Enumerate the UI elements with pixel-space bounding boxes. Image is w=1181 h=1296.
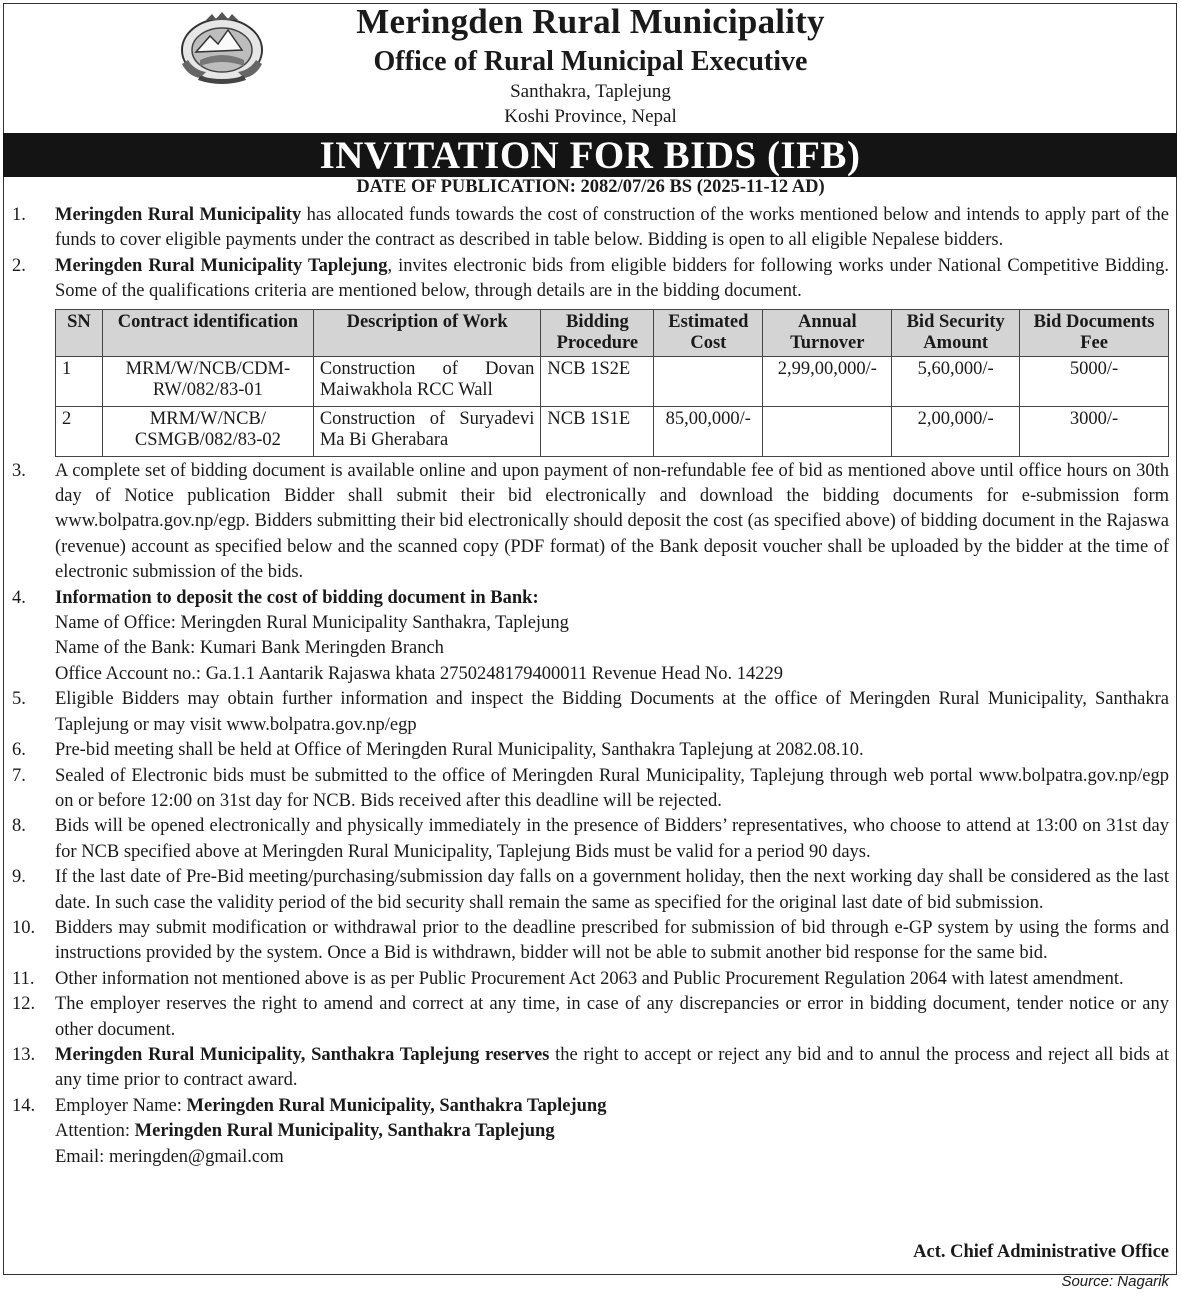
clause-number: 10. (12, 917, 36, 938)
clause-14 (12, 1094, 1169, 1170)
clause-number: 13. (12, 1044, 36, 1065)
bank-name-line: Name of the Bank: Kumari Bank Meringden Branch (55, 638, 444, 659)
clause-text: Sealed of Electronic bids must be submitted to the office of Meringden Rural Municipality, Taplejung through web portal www.bolpatra.gov.np/egp on or before 12:00 on 31st day for NCB. Bids received after this deadline will be rejected. (55, 765, 1169, 811)
cell-procedure: NCB 1S2E (541, 356, 654, 406)
attention-label: Attention: (55, 1121, 135, 1142)
address-line-1: Santhakra, Taplejung (510, 81, 671, 102)
employer-label: Employer Name: (55, 1095, 187, 1116)
cell-bid-security: 2,00,000/- (892, 406, 1020, 456)
clause-bold: Information to deposit the cost of bidding document in Bank: (55, 587, 539, 608)
clause-text: Bidders may submit modification or withdrawal prior to the deadline prescribed for submission of bid through e-GP system by using the forms and instructions provided by the system. Once a Bid is withdrawn, bidder will not be able to submit another bid response for the same bid. (55, 917, 1169, 964)
address-line-2: Koshi Province, Nepal (504, 106, 677, 127)
header-contract-id: Contract identification (102, 309, 313, 356)
table-row (56, 406, 1169, 456)
header-procedure: Bidding Procedure (541, 309, 654, 356)
clause-6 (12, 738, 1169, 763)
header-sn: SN (56, 309, 103, 356)
clause-bold: Meringden Rural Municipality, Santhakra Taplejung reserves (55, 1044, 550, 1065)
clause-9 (12, 865, 1169, 916)
clause-13 (12, 1043, 1169, 1094)
cell-doc-fee: 3000/- (1020, 406, 1169, 456)
clause-text (55, 203, 1169, 254)
clause-number: 4. (12, 587, 26, 608)
clause-text: A complete set of bidding document is available online and upon payment of non-refundable fee of bid as mentioned above until office hours on 30th day of Notice publication Bidder shall submit their bid electronically and download the bidding documents for e-submission form www.bolpatra.gov.np/egp. Bidders submitting their bid electronically should deposit the cost (as specified above) of bidding document in the Rajaswa (revenue) account as specified below and the scanned copy (PDF format) of the Bank deposit voucher shall be uploaded by the bidder at the time of electronic submission of the bids. (55, 460, 1169, 583)
clause-12 (12, 992, 1169, 1043)
header-bid-security: Bid Security Amount (892, 309, 1020, 356)
clause-7 (12, 764, 1169, 815)
table-row (56, 356, 1169, 406)
clause-1 (12, 203, 1169, 254)
header-annual-turnover: Annual Turnover (763, 309, 892, 356)
cell-bid-security: 5,60,000/- (892, 356, 1020, 406)
header-doc-fee: Bid Documents Fee (1020, 309, 1169, 356)
clause-number: 3. (12, 460, 26, 481)
cell-annual-turnover (763, 406, 892, 456)
clause-2 (12, 254, 1169, 305)
cell-estimated-cost (654, 356, 763, 406)
cell-sn: 2 (56, 406, 103, 456)
clause-5 (12, 687, 1169, 738)
clause-number: 6. (12, 740, 26, 761)
clause-text (55, 1043, 1169, 1094)
table-header-row (56, 309, 1169, 356)
clause-10 (12, 916, 1169, 967)
clause-text: Other information not mentioned above is as per Public Procurement Act 2063 and Public Procurement Regulation 2064 with latest amendment. (55, 968, 1124, 989)
office-name: Office of Rural Municipal Executive (373, 46, 808, 77)
header-estimated-cost: Estimated Cost (654, 309, 763, 356)
clause-body: the right to accept or reject any bid and to annul the process and reject all bids at any time prior to contract award. (55, 1044, 1169, 1091)
attention-name: Meringden Rural Municipality, Santhakra Taplejung (134, 1121, 555, 1142)
bids-table (55, 309, 1169, 457)
clause-4 (12, 586, 1169, 688)
cell-sn: 1 (56, 356, 103, 406)
notice-body (12, 203, 1169, 1170)
email-line: Email: meringden@gmail.com (55, 1146, 284, 1167)
employer-name: Meringden Rural Municipality, Santhakra Taplejung (186, 1095, 607, 1116)
cell-description: Construction of Suryadevi Ma Bi Gherabara (313, 406, 541, 456)
header-description: Description of Work (313, 309, 541, 356)
clause-11 (12, 967, 1169, 992)
municipality-name: Meringden Rural Municipality (356, 2, 825, 41)
clause-body: has allocated funds towards the cost of construction of the works mentioned below and intends to apply part of the funds to cover eligible payments under the contract as described in table below. Bidding is open to all eligible Nepalese bidders. (55, 205, 1169, 251)
cell-estimated-cost: 85,00,000/- (654, 406, 763, 456)
clause-body: , invites electronic bids from eligible bidders for following works under National Competitive Bidding. Some of the qualifications criteria are mentioned below, through details are in the bidding document. (55, 255, 1169, 302)
cell-contract-id: MRM/W/NCB/ CSMGB/082/83-02 (102, 406, 313, 456)
clause-number: 8. (12, 816, 26, 837)
cell-annual-turnover: 2,99,00,000/- (763, 356, 892, 406)
clause-number: 2. (12, 255, 26, 276)
account-line: Office Account no.: Ga.1.1 Aantarik Rajaswa khata 2750248179400011 Revenue Head No. 14229 (55, 663, 784, 684)
clause-text (55, 254, 1169, 305)
cell-description: Construction of Dovan Maiwakhola RCC Wall (313, 356, 541, 406)
clause-number: 12. (12, 994, 36, 1015)
clause-number: 14. (12, 1095, 36, 1116)
source-credit: Source: Nagarik (1061, 1273, 1169, 1290)
clause-number: 1. (12, 205, 26, 225)
clause-text: Eligible Bidders may obtain further information and inspect the Bidding Documents at the office of Meringden Rural Municipality, Santhakra Taplejung or may visit www.bolpatra.gov.np/egp (55, 689, 1169, 735)
clause-bold: Meringden Rural Municipality Taplejung (55, 255, 388, 276)
cell-procedure: NCB 1S1E (541, 406, 654, 456)
cell-doc-fee: 5000/- (1020, 356, 1169, 406)
office-name-line: Name of Office: Meringden Rural Municipality Santhakra, Taplejung (55, 613, 569, 634)
clause-bold: Meringden Rural Municipality (55, 205, 302, 225)
clause-number: 11. (12, 968, 35, 989)
clause-text: If the last date of Pre-Bid meeting/purchasing/submission day falls on a government holiday, then the next working day shall be considered as the last date. In such case the validity period of the bid security shall remain the same as specified for the original last date of bid submission. (55, 867, 1169, 913)
clause-number: 5. (12, 689, 26, 710)
notice-header (0, 0, 1181, 130)
clause-3 (12, 459, 1169, 586)
ifb-banner: INVITATION FOR BIDS (IFB) (3, 133, 1177, 177)
cell-contract-id: MRM/W/NCB/CDM-RW/082/83-01 (102, 356, 313, 406)
clause-text (55, 1094, 1169, 1170)
clause-text: Pre-bid meeting shall be held at Office of Meringden Rural Municipality, Santhakra Taplejung at 2082.08.10. (55, 740, 864, 761)
signature-line: Act. Chief Administrative Office (913, 1242, 1169, 1262)
clause-number: 7. (12, 765, 26, 786)
clause-text: The employer reserves the right to amend and correct at any time, in case of any discrepancies or error in bidding document, tender notice or any other document. (55, 994, 1169, 1040)
clause-text: Bids will be opened electronically and physically immediately in the presence of Bidders’ representatives, who choose to attend at 13:00 on 31st day for NCB specified above at Meringden Rural Municipality, Taplejung Bids must be valid for a period 90 days. (55, 816, 1169, 862)
publication-date: DATE OF PUBLICATION: 2082/07/26 BS (2025-11-12 AD) (356, 177, 825, 197)
clause-number: 9. (12, 867, 26, 888)
clause-8 (12, 814, 1169, 865)
clause-text (55, 586, 1169, 688)
